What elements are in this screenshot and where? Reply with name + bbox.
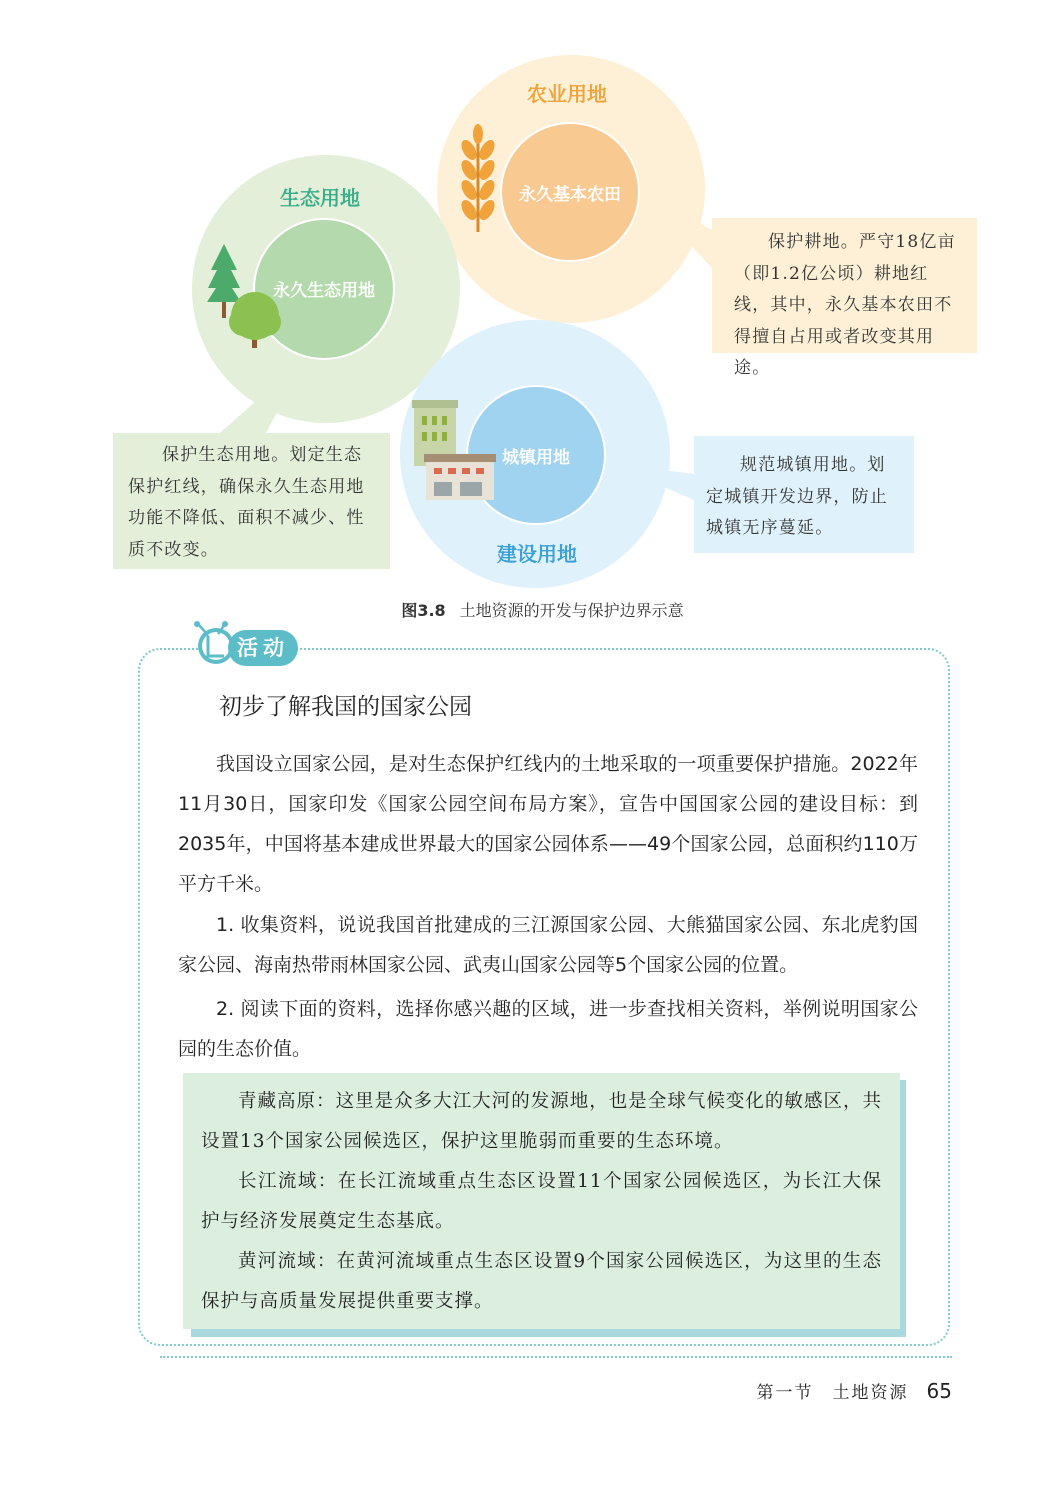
material-qinghai-tibet: 青藏高原：这里是众多大江大河的发源地，也是全球气候变化的敏感区，共设置13个国家公园候选区，保护这里脆弱而重要的生态环境。	[201, 1091, 882, 1152]
caption-text: 土地资源的开发与保护边界示意	[459, 601, 684, 620]
eco-inner-label: 永久生态用地	[273, 281, 375, 301]
material-yellow-river: 黄河流域：在黄河流域重点生态区设置9个国家公园候选区，为这里的生态保护与高质量发展提供重要支撑。	[201, 1251, 882, 1312]
con-title: 建设用地	[497, 542, 577, 566]
caption-number: 图3.8	[401, 601, 446, 620]
farmland-label: 永久基本农田	[519, 185, 621, 205]
page-footer	[757, 1378, 952, 1403]
activity-bottom-divider	[160, 1356, 952, 1358]
figure-caption	[0, 598, 1060, 621]
activity-task-1: 1. 收集资料，说说我国首批建成的三江源国家公园、大熊猫国家公园、东北虎豹国家公园、海南热带雨林国家公园、武夷山国家公园等5个国家公园的位置。	[178, 914, 918, 976]
page-number: 65	[926, 1379, 952, 1403]
materials-box	[183, 1073, 900, 1329]
eco-callout: 保护生态用地。划定生态保护红线，确保永久生态用地功能不降低、面积不减少、性质不改变。	[113, 433, 390, 569]
wheat-icon	[456, 122, 500, 234]
activity-paragraph-1: 我国设立国家公园，是对生态保护红线内的土地采取的一项重要保护措施。2022年11月30日，国家印发《国家公园空间布局方案》，宣告中国国家公园的建设目标：到2035年，中国将基本建成世界最大的国家公园体系——49个国家公园，总面积约110万平方千米。	[178, 753, 918, 895]
agri-title: 农业用地	[527, 82, 607, 106]
trees-icon	[205, 242, 285, 350]
con-callout: 规范城镇用地。划定城镇开发边界，防止城镇无序蔓延。	[694, 436, 914, 553]
urban-label: 城镇用地	[502, 448, 570, 468]
buildings-icon	[412, 400, 496, 502]
footer-section: 第一节 土地资源	[756, 1383, 909, 1403]
activity-task-2: 2. 阅读下面的资料，选择你感兴趣的区域，进一步查找相关资料，举例说明国家公园的生态价值。	[178, 998, 918, 1060]
activity-tab: 活动	[228, 630, 298, 666]
material-yangtze: 长江流域：在长江流域重点生态区设置11个国家公园候选区，为长江大保护与经济发展奠定生态基底。	[201, 1171, 882, 1232]
eco-title: 生态用地	[280, 186, 360, 210]
activity-title: 初步了解我国的国家公园	[219, 694, 472, 720]
agri-callout: 保护耕地。严守18亿亩（即1.2亿公顷）耕地红线，其中，永久基本农田不得擅自占用或者改变其用途。	[712, 218, 977, 353]
